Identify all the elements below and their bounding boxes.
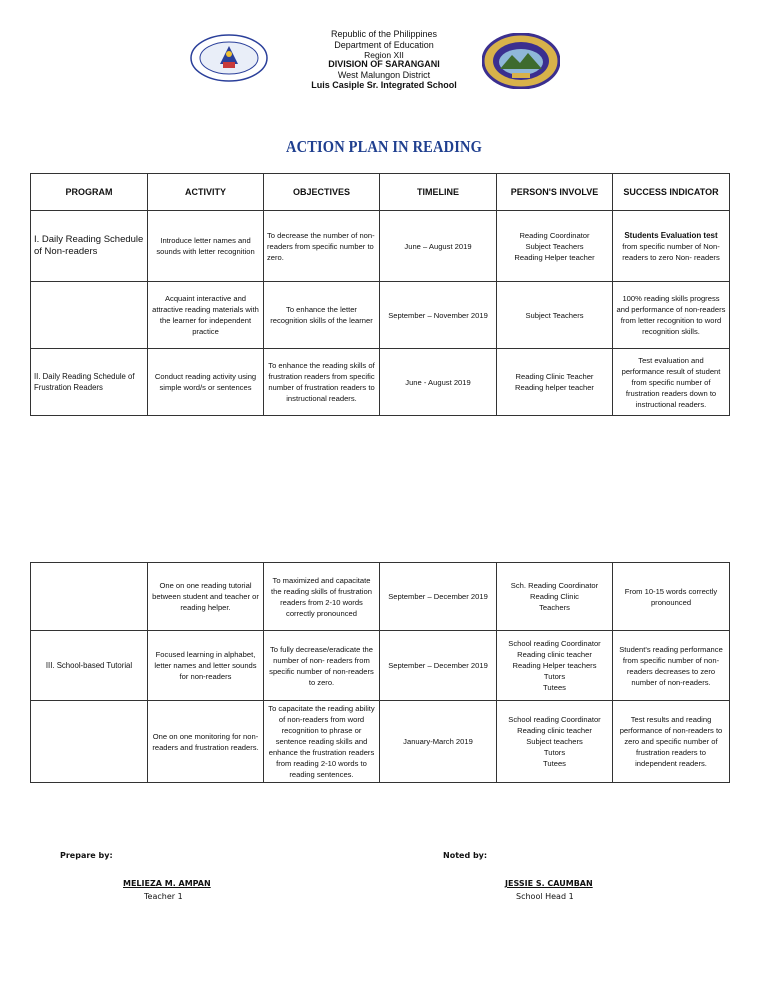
header-district: West Malungon District bbox=[337, 70, 431, 80]
timeline-cell: January-March 2019 bbox=[380, 701, 497, 783]
table-header-row bbox=[31, 174, 730, 211]
header-department: Department of Education bbox=[334, 40, 434, 50]
person-item: Reading Helper teacher bbox=[514, 252, 595, 262]
person-item: School reading Coordinator bbox=[508, 639, 601, 648]
page-title: ACTION PLAN IN READING bbox=[285, 137, 483, 156]
action-plan-table-2 bbox=[30, 562, 730, 783]
person-item: Reading clinic teacher bbox=[517, 650, 592, 659]
indicator-cell: 100% reading skills progress and performance of non-readers from letter recognition to word recognition skills. bbox=[613, 282, 730, 349]
table-row bbox=[31, 349, 730, 416]
table-row bbox=[31, 282, 730, 349]
header-division: DIVISION OF SARANGANI bbox=[328, 59, 440, 69]
objectives-cell: To maximized and capacitate the reading skills of frustration readers from 2-10 words correctly pronounced bbox=[264, 563, 380, 631]
indicator-cell: Test evaluation and performance result of student from specific number of frustration readers down to instructional readers. bbox=[613, 349, 730, 416]
objectives-cell: To enhance the reading skills of frustration readers from specific number of frustration readers to instructional readers. bbox=[264, 349, 380, 416]
header-success-indicator: SUCCESS INDICATOR bbox=[613, 174, 730, 211]
header-objectives: OBJECTIVES bbox=[264, 174, 380, 211]
header-republic: Republic of the Philippines bbox=[330, 29, 438, 39]
person-item: Tutors bbox=[543, 748, 566, 757]
persons-cell bbox=[497, 282, 613, 349]
activity-cell: Introduce letter names and sounds with letter recognition bbox=[148, 211, 264, 282]
prepared-by-position: Teacher 1 bbox=[144, 892, 183, 901]
person-item: Reading Clinic bbox=[530, 592, 579, 601]
header-school: Luis Casiple Sr. Integrated School bbox=[311, 80, 457, 90]
person-item: Reading Helper teachers bbox=[512, 661, 597, 670]
person-item: Reading Coordinator bbox=[519, 230, 590, 240]
school-seal-logo bbox=[482, 33, 560, 89]
header-region: Region XII bbox=[364, 50, 404, 60]
activity-cell: Acquaint interactive and attractive reading materials with the learner for independent practice bbox=[148, 282, 264, 349]
persons-cell bbox=[497, 631, 613, 701]
person-item: Tutors bbox=[543, 672, 566, 681]
header-activity: ACTIVITY bbox=[148, 174, 264, 211]
header-program: PROGRAM bbox=[31, 174, 148, 211]
person-item: Subject teachers bbox=[526, 737, 583, 746]
timeline-cell: September – December 2019 bbox=[380, 563, 497, 631]
timeline-cell: June – August 2019 bbox=[380, 211, 497, 282]
noted-by-label: Noted by: bbox=[443, 851, 488, 860]
person-item: Reading Clinic Teacher bbox=[515, 372, 594, 381]
indicator-cell: From 10-15 words correctly pronounced bbox=[613, 563, 730, 631]
noted-by-position: School Head 1 bbox=[516, 892, 574, 901]
program-cell: I. Daily Reading Schedule of Non-readers bbox=[31, 211, 148, 282]
timeline-cell: September – December 2019 bbox=[380, 631, 497, 701]
person-item: Tutees bbox=[543, 759, 566, 768]
person-item: Tutees bbox=[543, 683, 566, 692]
table-row bbox=[31, 563, 730, 631]
program-cell bbox=[31, 282, 148, 349]
timeline-cell: September – November 2019 bbox=[380, 282, 497, 349]
person-item: Sch. Reading Coordinator bbox=[510, 581, 599, 590]
objectives-cell: To fully decrease/eradicate the number of non- readers from specific number of non-readers to zero. bbox=[264, 631, 380, 701]
header-persons-involve: PERSON'S INVOLVE bbox=[497, 174, 613, 211]
person-item: Subject Teachers bbox=[525, 241, 584, 251]
objectives-cell: To capacitate the reading ability of non-readers from word recognition to phrase or sentence reading skills and enhance the frustration readers from reading 2-10 words to reading sentences. bbox=[264, 701, 380, 783]
table-row bbox=[31, 211, 730, 282]
objectives-cell: To decrease the number of non-readers from specific number to zero. bbox=[264, 211, 380, 282]
activity-cell: Focused learning in alphabet, letter names and letter sounds for non-readers bbox=[148, 631, 264, 701]
person-item: Teachers bbox=[539, 603, 570, 612]
indicator-text: from specific number of Non-readers to zero Non- readers bbox=[622, 241, 720, 262]
program-cell: II. Daily Reading Schedule of Frustration Readers bbox=[31, 349, 148, 416]
activity-cell: Conduct reading activity using simple word/s or sentences bbox=[148, 349, 264, 416]
persons-cell bbox=[497, 211, 613, 282]
indicator-cell bbox=[613, 211, 730, 282]
objectives-cell: To enhance the letter recognition skills of the learner bbox=[264, 282, 380, 349]
noted-by-name: JESSIE S. CAUMBAN bbox=[505, 879, 593, 888]
table-row bbox=[31, 701, 730, 783]
activity-cell: One on one monitoring for non-readers and frustration readers. bbox=[148, 701, 264, 783]
indicator-cell: Student's reading performance from specific number of non-readers decreases to zero number of non-readers. bbox=[613, 631, 730, 701]
activity-cell: One on one reading tutorial between student and teacher or reading helper. bbox=[148, 563, 264, 631]
table-row bbox=[31, 631, 730, 701]
program-cell bbox=[31, 563, 148, 631]
program-cell bbox=[31, 701, 148, 783]
header-timeline: TIMELINE bbox=[380, 174, 497, 211]
persons-cell bbox=[497, 701, 613, 783]
indicator-cell: Test results and reading performance of non-readers to zero and specific number of frustration readers to independent readers. bbox=[613, 701, 730, 783]
prepared-by-name: MELIEZA M. AMPAN bbox=[123, 879, 211, 888]
person-item: School reading Coordinator bbox=[508, 715, 601, 724]
persons-cell bbox=[497, 563, 613, 631]
person-item: Reading helper teacher bbox=[515, 383, 594, 392]
prepared-by-label: Prepare by: bbox=[60, 851, 113, 860]
action-plan-table-1 bbox=[30, 173, 730, 416]
program-cell: III. School-based Tutorial bbox=[31, 631, 148, 701]
indicator-title: Students Evaluation test bbox=[624, 230, 718, 240]
persons-cell bbox=[497, 349, 613, 416]
person-item: Reading clinic teacher bbox=[517, 726, 592, 735]
timeline-cell: June - August 2019 bbox=[380, 349, 497, 416]
person-item: Subject Teachers bbox=[525, 310, 584, 320]
